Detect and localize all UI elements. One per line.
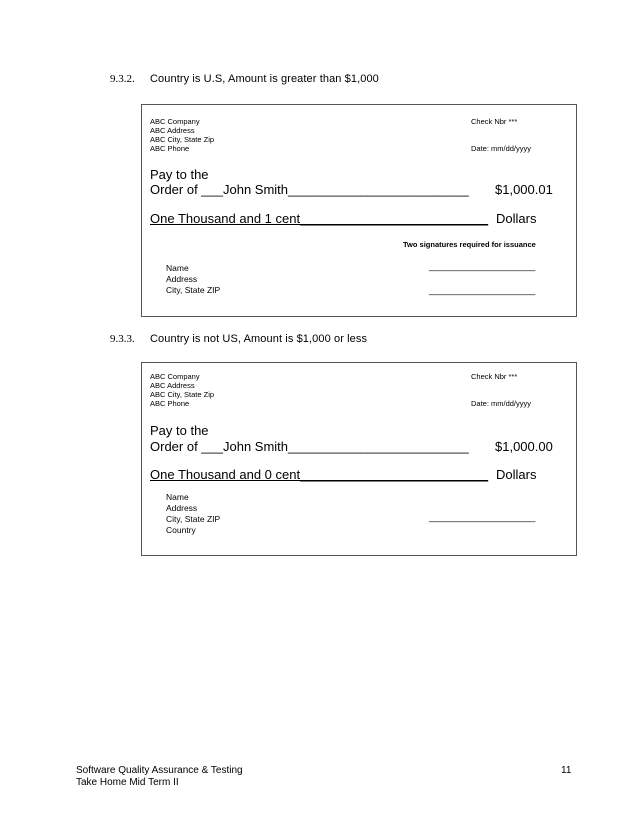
payee-address-block — [166, 492, 220, 536]
check-amount: $1,000.00 — [495, 439, 553, 454]
section-title: Country is U.S, Amount is greater than $1,000 — [150, 73, 379, 85]
check-date: Date: mm/dd/yyyy — [471, 144, 532, 153]
check-number: Check Nbr *** — [471, 372, 518, 381]
payee-country: Country — [166, 525, 196, 535]
check-date: Date: mm/dd/yyyy — [471, 399, 532, 408]
company-name: ABC Company — [150, 117, 200, 126]
payee-city: City, State ZIP — [166, 514, 221, 524]
check-amount: $1,000.01 — [495, 182, 553, 197]
check-number: Check Nbr *** — [471, 117, 518, 126]
signature-line-1: ________________________ — [429, 261, 535, 271]
amount-in-words: One Thousand and 1 cent__________________________ — [150, 211, 489, 226]
footer-course: Software Quality Assurance & Testing — [76, 765, 243, 776]
company-block — [150, 117, 214, 153]
payee-address-block — [166, 263, 220, 296]
page-number: 11 — [561, 765, 572, 776]
check-box — [141, 362, 577, 556]
pay-to-label: Pay to the — [150, 423, 209, 438]
dollars-label: Dollars — [496, 467, 537, 482]
company-phone: ABC Phone — [150, 144, 190, 153]
payee-line: Order of ___John Smith_________________________ — [150, 182, 469, 197]
payee-city: City, State ZIP — [166, 285, 221, 295]
section-title: Country is not US, Amount is $1,000 or less — [150, 333, 368, 345]
payee-name: Name — [166, 263, 189, 273]
company-address: ABC Address — [150, 126, 195, 135]
amount-in-words: One Thousand and 0 cent__________________________ — [150, 467, 489, 482]
signature-notice: Two signatures required for issuance — [403, 240, 536, 249]
company-phone: ABC Phone — [150, 399, 190, 408]
section-number: 9.3.2. — [110, 73, 135, 85]
company-city: ABC City, State Zip — [150, 390, 215, 399]
payee-line: Order of ___John Smith_________________________ — [150, 439, 469, 454]
check-box — [141, 104, 577, 317]
footer-text — [76, 765, 243, 789]
company-name: ABC Company — [150, 372, 200, 381]
footer-assignment: Take Home Mid Term II — [76, 777, 179, 788]
company-city: ABC City, State Zip — [150, 135, 215, 144]
payee-address: Address — [166, 503, 198, 513]
pay-to-label: Pay to the — [150, 167, 209, 182]
payee-address: Address — [166, 274, 198, 284]
signature-line: ________________________ — [429, 512, 535, 522]
company-block — [150, 372, 214, 408]
dollars-label: Dollars — [496, 211, 537, 226]
signature-line-2: ________________________ — [429, 285, 535, 295]
section-number: 9.3.3. — [110, 333, 135, 345]
payee-name: Name — [166, 492, 189, 502]
company-address: ABC Address — [150, 381, 195, 390]
